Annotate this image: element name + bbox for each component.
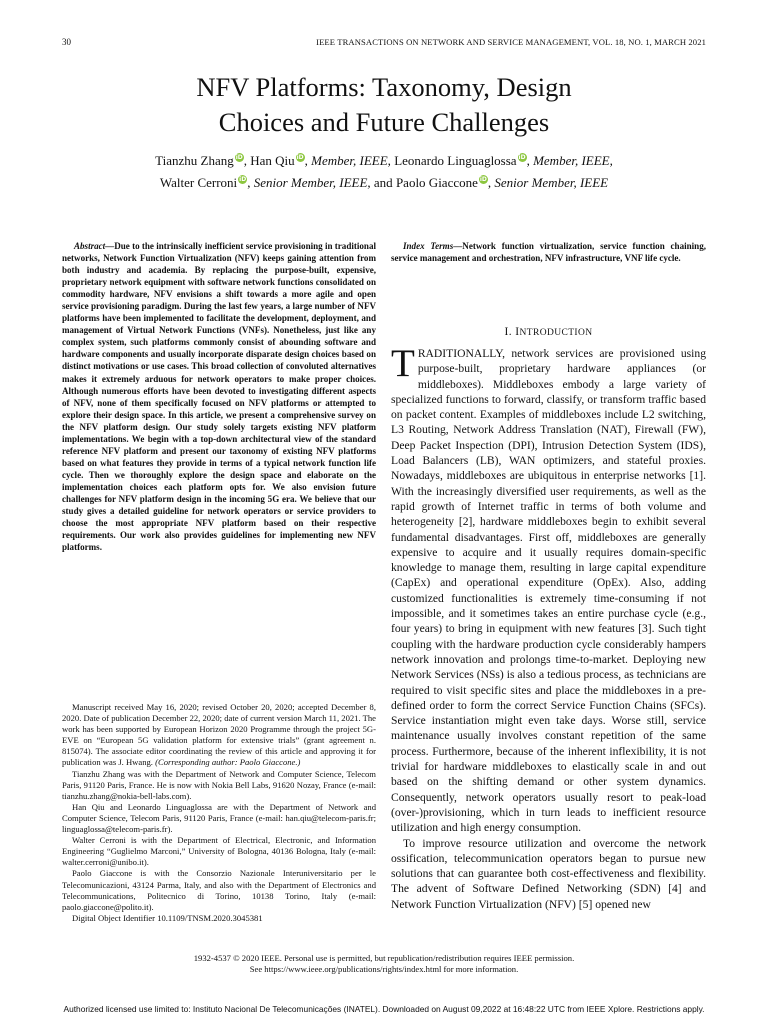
abstract — [62, 240, 376, 553]
intro-paragraph-2: To improve resource utilization and overcome the network ossification, telecommunication operators began to pursue new solutions that can guarantee both cost-effectiveness and flexibility. The advent of Software Defined Networking (SDN) [4] and Network Function Virtualization (NFV) [5] opened new — [391, 836, 706, 911]
orcid-icon[interactable]: iD — [296, 154, 304, 161]
author-affiliation: Member, IEEE, — [533, 153, 613, 168]
author-affiliation: Senior Member, IEEE, — [253, 175, 371, 190]
footnote-author-1: Tianzhu Zhang was with the Department of Network and Computer Science, Telecom Paris, 91120 Paris, France. He is now with Nokia Bell Labs, 91620 Nozay, France (e-mail: tianzhu.zhang@nokia-bell-labs.com). — [62, 768, 376, 801]
index-terms-text: —Network function virtualization, service function chaining, service management and orchestration, NFV infrastructure, VNF life cycle. — [391, 241, 706, 264]
footnotes — [62, 702, 376, 924]
author-line-1: Tianzhu Zhang iD, Han Qiu iD, Member, IEEE, Leonardo Linguaglossa iD, Member, IEEE, — [155, 153, 613, 168]
orcid-icon[interactable]: iD — [479, 176, 487, 183]
copyright-notice — [0, 953, 768, 975]
section-numeral: I. I — [504, 326, 520, 338]
index-terms — [391, 240, 706, 264]
orcid-icon[interactable]: iD — [235, 154, 243, 161]
author-name: Leonardo Linguaglossa — [394, 153, 517, 168]
footnote-text: Manuscript received May 16, 2020; revised October 20, 2020; accepted December 8, 2020. Date of publication December 22, 2020; date of current version March 11, 2021. The work has been supported by European Horizon 2020 Programme through the project 5G-EVE on “European 5G validation platform for extensive trials” (grant agreement n. 815074). The associate editor coordinating the review of this article and approving it for publication was J. Hwang. — [62, 702, 376, 768]
footnote-author-2: Han Qiu and Leonardo Linguaglossa are with the Department of Network and Computer Science, Telecom Paris, 91120 Paris, France (e-mail: han.qiu@telecom-paris.fr; linguaglossa@telecom-paris.fr). — [62, 801, 376, 835]
corresponding-author: (Corresponding author: Paolo Giaccone.) — [155, 757, 301, 768]
title-line-1: NFV Platforms: Taxonomy, Design — [196, 72, 572, 102]
author-line-2: Walter Cerroni iD, Senior Member, IEEE, and Paolo Giaccone iD, Senior Member, IEEE — [159, 175, 609, 190]
paper-title — [0, 70, 768, 140]
intro-paragraph-1 — [391, 342, 706, 836]
page-number: 30 — [62, 37, 71, 47]
introduction-body — [391, 342, 706, 912]
section-name: NTRODUCTION — [519, 328, 593, 338]
footnote-doi[interactable]: Digital Object Identifier 10.1109/TNSM.2020.3045381 — [72, 912, 263, 923]
footnote-manuscript — [62, 702, 376, 769]
author-affiliation: Member, IEEE, — [311, 153, 391, 168]
license-footer: Authorized licensed use limited to: Instituto Nacional De Telecomunicações (INATEL). Downloaded on August 09,2022 at 16:48:22 UTC from IEEE Xplore. Restrictions apply. — [63, 1004, 705, 1014]
orcid-icon[interactable]: iD — [518, 154, 526, 161]
author-name: Paolo Giaccone — [395, 175, 478, 190]
orcid-icon[interactable]: iD — [239, 176, 247, 183]
drop-cap: T — [391, 342, 415, 385]
author-name: Tianzhu Zhang — [155, 153, 234, 168]
abstract-label: Abstract — [74, 241, 106, 251]
footnote-author-3: Walter Cerroni is with the Department of Electrical, Electronic, and Information Engineering “Guglielmo Marconi,” University of Bologna, 40136 Bologna, Italy (e-mail: walter.cerroni@unibo.it). — [62, 835, 376, 868]
journal-header: IEEE TRANSACTIONS ON NETWORK AND SERVICE MANAGEMENT, VOL. 18, NO. 1, MARCH 2021 — [316, 37, 706, 47]
abstract-text: —Due to the intrinsically inefficient service provisioning in traditional networks, Network Function Virtualization (NFV) keeps gaining attention from both industry and academia. By replacing the purpose-built, expensive, proprietary network equipment with software network functions consolidated on commodity hardware, NFV envisions a shift towards a more agile and open service provisioning paradigm. During the last few years, a large number of NFV platforms have been implemented to facilitate the development, deployment, and management of Virtual Network Functions (VNFs). Nonetheless, just like any complex system, such platforms commonly consist of abounding software and hardware components and usually incorporate disparate design choices based on distinct motivations or use cases. This broad collection of convoluted alternatives makes it extremely arduous for network operators to make proper choices. Although numerous efforts have been devoted to investigating different aspects of NFV, none of them specifically focused on NFV platforms or attempted to explore their design space. In this article, we present a comprehensive survey on the NFV platform design. Our study solely targets existing NFV platform implementations. We begin with a top-down architectural view of the standard reference NFV platform and present our taxonomy of existing NFV platforms based on what features they provide in terms of a typical network function life cycle. Then we thoroughly explore the design space and elaborate on the implementation choices each platform opts for. We also envision future challenges for NFV platform design in the incoming 5G era. We believe that our study gives a detailed guideline for network operators or service providers to choose the most appropriate NFV platform based on their respective requirements. Our work also provides guidelines for implementing new NFV platforms. — [62, 241, 376, 553]
index-terms-label: Index Terms — [403, 241, 454, 251]
author-name: Han Qiu — [250, 153, 295, 168]
author-affiliation: Senior Member, IEEE — [494, 175, 609, 190]
author-list — [0, 150, 768, 194]
copyright-line-1: 1932-4537 © 2020 IEEE. Personal use is permitted, but republication/redistribution requires IEEE permission. — [193, 953, 575, 963]
title-line-2: Choices and Future Challenges — [218, 107, 550, 137]
footnote-author-4: Paolo Giaccone is with the Consorzio Nazionale Interuniversitario per le Telecomunicazioni, 43124 Parma, Italy, and also with the Department of Electronics and Telecommunications, Politecnico di Torino, 10138 Torino, Italy (e-mail: paolo.giaccone@polito.it). — [62, 868, 376, 912]
paragraph-text: RADITIONALLY, network services are provisioned using purpose-built, proprietary hardware appliances (or middleboxes). Middleboxes embody a large variety of specialized functions to forward, classify, or transform traffic based on packet content. Examples of middleboxes include L2 switching, L3 Routing, Network Address Translation (NAT), Firewall (FW), Deep Packet Inspection (DPI), Intrusion Detection System (IDS), Load Balancers (LB), WAN optimizers, and stateful proxies. Nowadays, middleboxes are ubiquitous in enterprise networks [1]. With the increasingly diversified user requirements, as well as the rapid growth of Internet traffic in terms of both volume and heterogeneity [2], hardware middleboxes begin to exhibit several fundamental disadvantages. First off, middleboxes are generally expensive to acquire and it usually requires domain-specific knowledge to manage them, resulting in large capital expenditure (CapEx) and operational expenditure (OpEx). Also, adding customized functionalities is extremely time-consuming if not impossible, and it sometimes takes an entire purchase cycle (e.g., four years) to bring in equipment with new features [3]. Such tight coupling with the hardware production cycle considerably hampers network innovation and prolongs time-to-market. Deploying new Network Services (NSs) is also a tedious process, as technicians are required to visit specific sites and place the middleboxes in a pre-defined order to form the correct Service Function Chains (SFCs). Service instantiation might even take days. Worse still, service maintenance usually involves constant repetition of the same process. Furthermore, because of the inherent inflexibility, it is not trivial for hardware middleboxes to elastically scale in and out based on the shifting demand or other system dynamics. Consequently, network operators usually resort to peak-load (over-)provisioning, which in turn leads to inefficient resource utilization and high energy consumption. — [391, 347, 706, 835]
copyright-line-2[interactable]: See https://www.ieee.org/publications/rights/index.html for more information. — [249, 964, 519, 974]
author-name: Walter Cerroni — [159, 175, 238, 190]
section-heading — [391, 326, 706, 338]
